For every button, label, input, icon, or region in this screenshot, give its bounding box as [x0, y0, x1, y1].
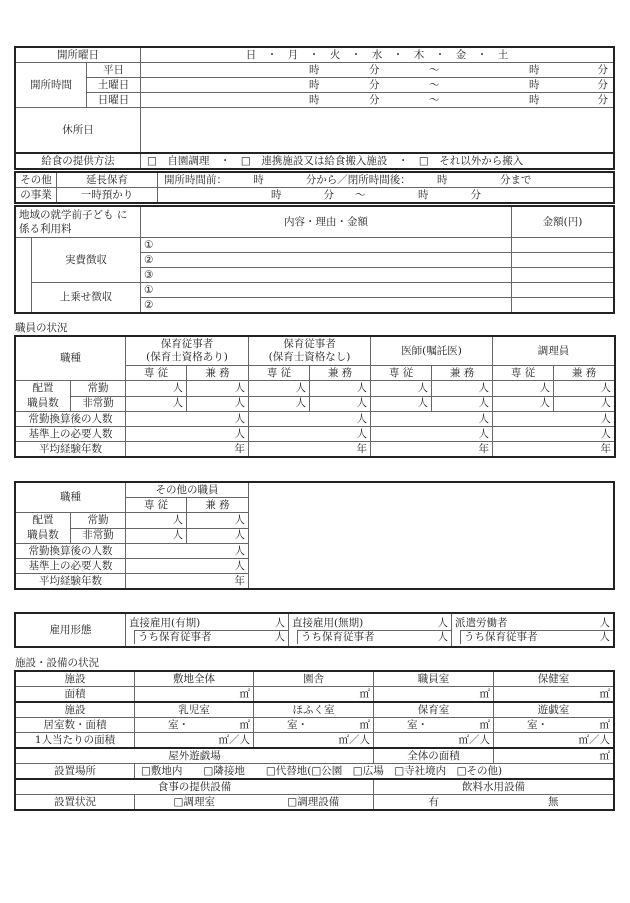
- extra-fee-label: 上乗せ徴収: [32, 283, 141, 313]
- staff-type-label: 職種: [16, 337, 126, 381]
- other-services-label-2: の事業: [16, 188, 57, 203]
- group-title: 保育従事者: [283, 338, 336, 350]
- required-field[interactable]: 人: [371, 427, 493, 442]
- extra-fee-item-1[interactable]: ①: [141, 283, 512, 298]
- cooking-room-checkbox[interactable]: □調理室: [135, 795, 254, 810]
- total-area-label: 全体の面積: [374, 748, 494, 764]
- count-field[interactable]: 人: [249, 381, 310, 397]
- area-field[interactable]: ㎡: [374, 687, 494, 703]
- count-field[interactable]: 人: [187, 513, 249, 529]
- extended-care-label: 延長保育: [57, 173, 158, 188]
- facility-hours-table: [15, 47, 614, 169]
- regular-label: 常勤: [71, 513, 126, 529]
- minute-unit: 分: [369, 78, 380, 91]
- meal-equipment-label: 食事の提供設備: [16, 779, 374, 795]
- blank-area: [249, 483, 614, 589]
- employment-permanent-sub-field[interactable]: 人: [437, 630, 448, 643]
- actual-cost-amount-2[interactable]: [512, 253, 614, 268]
- rooms-area-field[interactable]: [135, 718, 254, 733]
- extended-care-field[interactable]: 開所時間前： 時 分から／閉所時間後： 時 分まで: [158, 173, 614, 188]
- converted-field[interactable]: 人: [126, 544, 249, 559]
- meal-method-options[interactable]: □ 自園調理 ・ □ 連携施設又は給食搬入施設 ・ □ それ以外から搬入: [141, 153, 614, 169]
- experience-field[interactable]: 年: [371, 442, 493, 457]
- room-unit: 室・: [168, 718, 189, 731]
- required-field[interactable]: 人: [126, 427, 249, 442]
- sub-full: 専 従: [126, 366, 187, 381]
- minute-unit: 分: [369, 63, 380, 76]
- room-name: 保育室: [374, 702, 494, 718]
- rooms-area-field[interactable]: [254, 718, 374, 733]
- room-unit: 室・: [407, 718, 428, 731]
- count-field[interactable]: 人: [126, 396, 187, 412]
- fee-content-header: 内容・理由・金額: [141, 207, 512, 238]
- staff-section-title: 職員の状況: [15, 322, 68, 334]
- count-field[interactable]: 人: [493, 396, 554, 412]
- other-services-label-1: その他: [16, 173, 57, 188]
- experience-label: 平均経験年数: [16, 574, 126, 589]
- room-name: 乳児室: [135, 702, 254, 718]
- count-field[interactable]: 人: [554, 396, 615, 412]
- staff-type-label: 職種: [16, 483, 126, 513]
- open-days-field[interactable]: 日 ・ 月 ・ 火 ・ 水 ・ 木 ・ 金 ・ 土: [141, 48, 614, 63]
- sub-part: 兼 務: [554, 366, 615, 381]
- actual-cost-item-2[interactable]: ②: [141, 253, 512, 268]
- hour-unit: 時: [309, 78, 320, 91]
- count-field[interactable]: 人: [249, 396, 310, 412]
- water-yes-option[interactable]: 有: [374, 795, 494, 810]
- room-name: 遊戯室: [494, 702, 614, 718]
- facility-label: 施設: [16, 702, 135, 718]
- extra-fee-amount-1[interactable]: [512, 283, 614, 298]
- area-field[interactable]: ㎡: [494, 687, 614, 703]
- sub-part: 兼 務: [432, 366, 493, 381]
- facility-section-title: 施設・設備の状況: [15, 657, 99, 669]
- sunday-label: 日曜日: [87, 93, 141, 108]
- group-cook: 調理員: [493, 337, 615, 366]
- count-field[interactable]: 人: [187, 396, 249, 412]
- water-no-option[interactable]: 無: [494, 795, 614, 810]
- converted-field[interactable]: 人: [493, 412, 615, 427]
- open-hours-label: 開所時間: [16, 63, 87, 108]
- extra-fee-item-2[interactable]: ②: [141, 298, 512, 313]
- placement-label-2: 職員数: [27, 529, 59, 541]
- employment-permanent-label: 直接雇用(無期): [292, 616, 364, 629]
- temp-care-label: 一時預かり: [57, 188, 158, 203]
- experience-field[interactable]: 年: [126, 442, 249, 457]
- employment-permanent-sub-label: うち保育従事者: [301, 630, 375, 643]
- count-field[interactable]: 人: [126, 513, 187, 529]
- required-field[interactable]: 人: [249, 427, 371, 442]
- saturday-label: 土曜日: [87, 78, 141, 93]
- employment-fixed-sub-field[interactable]: 人: [274, 630, 285, 643]
- weekday-label: 平日: [87, 63, 141, 78]
- total-area-field[interactable]: ㎡: [494, 748, 614, 764]
- count-field[interactable]: 人: [187, 381, 249, 397]
- sub-full: 専 従: [371, 366, 432, 381]
- irregular-label: 非常勤: [71, 396, 126, 412]
- facility-name: 園舎: [254, 672, 374, 687]
- area-label: 面積: [16, 687, 135, 703]
- hour-unit: 時: [529, 78, 540, 91]
- per-person-field[interactable]: ㎡／人: [254, 733, 374, 749]
- minute-unit: 分: [597, 63, 608, 76]
- employment-permanent-field[interactable]: 人: [437, 616, 448, 629]
- employment-dispatch-sub-field[interactable]: 人: [599, 630, 610, 643]
- per-person-field[interactable]: ㎡／人: [494, 733, 614, 749]
- employment-dispatch-field[interactable]: 人: [599, 616, 610, 629]
- tilde: ～: [429, 78, 440, 91]
- rooms-area-label: 居室数・面積: [16, 718, 135, 733]
- irregular-label: 非常勤: [71, 528, 126, 544]
- meal-method-label: 給食の提供方法: [16, 153, 141, 169]
- converted-field[interactable]: 人: [249, 412, 371, 427]
- actual-cost-amount-1[interactable]: [512, 238, 614, 253]
- location-options[interactable]: □敷地内 □隣接地 □代替地(□公園 □広場 □寺社境内 □その他): [135, 764, 614, 780]
- closed-days-label: 休所日: [16, 108, 141, 154]
- location-label: 設置場所: [16, 764, 135, 780]
- status-label: 設置状況: [16, 795, 135, 810]
- employment-fixed-sub-label: うち保育従事者: [138, 630, 212, 643]
- group-doctor: 医師(嘱託医): [371, 337, 493, 366]
- count-field[interactable]: 人: [493, 381, 554, 397]
- count-field[interactable]: 人: [126, 528, 187, 544]
- actual-cost-amount-3[interactable]: [512, 268, 614, 283]
- group-title: 保育従事者: [160, 338, 214, 350]
- required-field[interactable]: 人: [126, 559, 249, 574]
- count-field[interactable]: 人: [554, 381, 615, 397]
- placement-label: [16, 513, 71, 544]
- employment-label: 雇用形態: [16, 614, 126, 647]
- hour-unit: 時: [529, 93, 540, 106]
- sub-part: 兼 務: [187, 498, 249, 513]
- other-staff-table: [15, 482, 614, 589]
- employment-fixed-label: 直接雇用(有期): [129, 616, 201, 629]
- other-services-table: [15, 172, 614, 203]
- minute-unit: 分: [597, 78, 608, 91]
- tilde: ～: [429, 63, 440, 76]
- hour-unit: 時: [309, 93, 320, 106]
- sub-part: 兼 務: [187, 366, 249, 381]
- closed-days-field[interactable]: [141, 108, 614, 154]
- group-qualified: [126, 337, 249, 366]
- actual-cost-item-3[interactable]: ③: [141, 268, 512, 283]
- cooking-equipment-checkbox[interactable]: □調理設備: [254, 795, 374, 810]
- facility-table: [15, 671, 614, 810]
- count-field[interactable]: 人: [432, 381, 493, 397]
- rooms-area-field[interactable]: [494, 718, 614, 733]
- converted-label: 常勤換算後の人数: [16, 412, 126, 427]
- converted-field[interactable]: 人: [126, 412, 249, 427]
- other-staff-label: その他の職員: [126, 483, 249, 498]
- m2-unit: ㎡: [239, 718, 250, 731]
- employment-table: [15, 613, 614, 647]
- employment-dispatch-label: 派遣労働者: [455, 616, 508, 629]
- facility-label: 施設: [16, 672, 135, 687]
- m2-unit: ㎡: [479, 718, 490, 731]
- placement-label-2: 職員数: [27, 397, 59, 409]
- hour-unit: 時: [309, 63, 320, 76]
- required-label: 基準上の必要人数: [16, 427, 126, 442]
- actual-cost-item-1[interactable]: ①: [141, 238, 512, 253]
- outdoor-label: 屋外遊戯場: [16, 748, 374, 764]
- per-person-label: 1人当たりの面積: [16, 733, 135, 749]
- tilde: ～: [429, 93, 440, 106]
- experience-field[interactable]: 年: [126, 574, 249, 589]
- employment-permanent: [289, 614, 452, 647]
- room-unit: 室・: [287, 718, 308, 731]
- experience-field[interactable]: 年: [493, 442, 615, 457]
- per-person-field[interactable]: ㎡／人: [135, 733, 254, 749]
- fee-amount-header: 金額(円): [512, 207, 614, 238]
- facility-name: 敷地全体: [135, 672, 254, 687]
- group-subtitle: (保育士資格あり): [146, 351, 228, 363]
- open-days-label: 開所曜日: [16, 48, 141, 63]
- required-label: 基準上の必要人数: [16, 559, 126, 574]
- count-field[interactable]: 人: [432, 396, 493, 412]
- sub-full: 専 従: [126, 498, 187, 513]
- count-field[interactable]: 人: [310, 381, 371, 397]
- converted-field[interactable]: 人: [371, 412, 493, 427]
- saturday-hours-field[interactable]: [141, 78, 614, 93]
- experience-label: 平均経験年数: [16, 442, 126, 457]
- employment-fixed-field[interactable]: 人: [274, 616, 285, 629]
- per-person-field[interactable]: ㎡／人: [374, 733, 494, 749]
- fees-table: [15, 206, 614, 313]
- count-field[interactable]: 人: [371, 381, 432, 397]
- facility-name: 保健室: [494, 672, 614, 687]
- placement-label: [16, 381, 71, 412]
- experience-field[interactable]: 年: [249, 442, 371, 457]
- sub-full: 専 従: [249, 366, 310, 381]
- sub-part: 兼 務: [310, 366, 371, 381]
- weekday-hours-field[interactable]: [141, 63, 614, 78]
- placement-label-1: 配置: [32, 382, 54, 394]
- group-unqualified: [249, 337, 371, 366]
- room-name: ほふく室: [254, 702, 374, 718]
- placement-label-1: 配置: [32, 514, 54, 526]
- actual-cost-label: 実費徴収: [32, 238, 141, 283]
- m2-unit: ㎡: [359, 718, 370, 731]
- employment-fixed: [126, 614, 289, 647]
- count-field[interactable]: 人: [310, 396, 371, 412]
- water-label: 飲料水用設備: [374, 779, 614, 795]
- count-field[interactable]: 人: [371, 396, 432, 412]
- minute-unit: 分: [597, 93, 608, 106]
- area-field[interactable]: ㎡: [254, 687, 374, 703]
- m2-unit: ㎡: [599, 718, 610, 731]
- extra-fee-amount-2[interactable]: [512, 298, 614, 313]
- minute-unit: 分: [369, 93, 380, 106]
- group-subtitle: (保育士資格なし): [268, 351, 351, 363]
- staff-table: [15, 336, 615, 457]
- area-field[interactable]: ㎡: [135, 687, 254, 703]
- count-field[interactable]: 人: [126, 381, 187, 397]
- employment-dispatch: [452, 614, 614, 647]
- sub-full: 専 従: [493, 366, 554, 381]
- converted-label: 常勤換算後の人数: [16, 544, 126, 559]
- fee-indent: [16, 238, 32, 313]
- count-field[interactable]: 人: [187, 528, 249, 544]
- sunday-hours-field[interactable]: [141, 93, 614, 108]
- fee-label: 地域の就学前子ども に係る利用料: [16, 207, 141, 238]
- employment-dispatch-sub-label: うち保育従事者: [464, 630, 538, 643]
- required-field[interactable]: 人: [493, 427, 615, 442]
- rooms-area-field[interactable]: [374, 718, 494, 733]
- facility-name: 職員室: [374, 672, 494, 687]
- room-unit: 室・: [527, 718, 548, 731]
- regular-label: 常勤: [71, 381, 126, 397]
- hour-unit: 時: [529, 63, 540, 76]
- temp-care-field[interactable]: 時 分 ～ 時 分: [158, 188, 614, 203]
